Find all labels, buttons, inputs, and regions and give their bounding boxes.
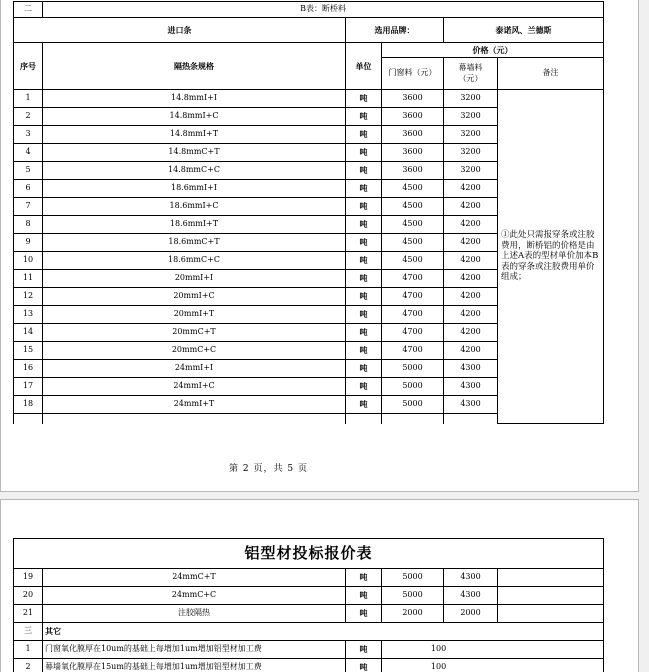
continuation-cell: [346, 414, 382, 424]
row-spec: 14.8mmI+C: [43, 108, 346, 126]
row-unit: 吨: [346, 659, 382, 672]
row-curtain-price: 3200: [444, 108, 498, 126]
row-unit: 吨: [346, 252, 382, 270]
col-header-remark: 备注: [498, 58, 604, 90]
row-door-price: 5000: [382, 360, 444, 378]
price-table-continued: [13, 538, 604, 672]
row-unit: 吨: [346, 144, 382, 162]
row-unit: 吨: [346, 306, 382, 324]
row-number: 12: [14, 288, 43, 306]
col-header-curtain-line2: （元）: [458, 73, 483, 83]
section-title: B表：断桥料: [43, 2, 604, 18]
row-value: 100: [382, 659, 604, 672]
row-unit: 吨: [346, 641, 382, 659]
row-unit: 吨: [346, 108, 382, 126]
row-unit: 吨: [346, 216, 382, 234]
row-number: 4: [14, 144, 43, 162]
table-row: [14, 605, 604, 623]
row-door-price: 5000: [382, 587, 444, 605]
row-unit: 吨: [346, 198, 382, 216]
row-spec: 24mmI+T: [43, 396, 346, 414]
row-curtain-price: 4300: [444, 396, 498, 414]
section-number: 三: [14, 623, 43, 641]
row-spec: 20mmI+I: [43, 270, 346, 288]
row-spec: 18.6mmI+T: [43, 216, 346, 234]
continuation-cell: [382, 414, 444, 424]
row-curtain-price: 4200: [444, 234, 498, 252]
continuation-cell: [444, 414, 498, 424]
row-number: 7: [14, 198, 43, 216]
col-header-spec: 隔热条规格: [43, 43, 346, 90]
row-number: 6: [14, 180, 43, 198]
row-door-price: 2000: [382, 605, 444, 623]
col-header-curtain-line1: 幕墙料: [458, 62, 483, 72]
row-curtain-price: 4200: [444, 324, 498, 342]
row-unit: 吨: [346, 162, 382, 180]
col-header-price: 价格（元）: [382, 43, 604, 58]
row-curtain-price: 4300: [444, 587, 498, 605]
row-spec: 20mmI+C: [43, 288, 346, 306]
row-door-price: 3600: [382, 90, 444, 108]
table-row: [14, 641, 604, 659]
row-number: 21: [14, 605, 43, 623]
page-footer: 第 2 页，共 5 页: [229, 464, 308, 474]
row-unit: 吨: [346, 396, 382, 414]
table-row: [14, 587, 604, 605]
section-header-row: [14, 623, 604, 641]
row-unit: 吨: [346, 378, 382, 396]
row-unit: 吨: [346, 234, 382, 252]
row-value: 100: [382, 641, 604, 659]
row-curtain-price: 4200: [444, 180, 498, 198]
remark-cell: [498, 569, 604, 587]
col-header-no: 序号: [14, 43, 43, 90]
remark-cell: ①此处只需报穿条或注胶费用，断桥铝的价格是由上述A表的型材单价加本B表的穿条或注胶费用单价组成；: [498, 90, 604, 424]
row-curtain-price: 4300: [444, 569, 498, 587]
row-unit: 吨: [346, 126, 382, 144]
row-spec: 24mmI+C: [43, 378, 346, 396]
row-curtain-price: 4300: [444, 378, 498, 396]
row-door-price: 4700: [382, 342, 444, 360]
row-number: 19: [14, 569, 43, 587]
section-header-row: [14, 2, 604, 18]
row-spec: 18.6mmI+C: [43, 198, 346, 216]
row-number: 1: [14, 90, 43, 108]
row-door-price: 4500: [382, 252, 444, 270]
row-spec: 18.6mmI+I: [43, 180, 346, 198]
row-door-price: 3600: [382, 144, 444, 162]
row-curtain-price: 4200: [444, 252, 498, 270]
row-spec: 24mmI+I: [43, 360, 346, 378]
row-number: 18: [14, 396, 43, 414]
table-row: [14, 90, 604, 108]
row-door-price: 4500: [382, 180, 444, 198]
row-unit: 吨: [346, 270, 382, 288]
row-number: 20: [14, 587, 43, 605]
row-spec: 18.6mmC+T: [43, 234, 346, 252]
col-header-curtain: [444, 58, 498, 90]
row-unit: 吨: [346, 342, 382, 360]
brand-value: 泰诺风、兰德斯: [444, 18, 604, 43]
row-number: 1: [14, 641, 43, 659]
row-unit: 吨: [346, 324, 382, 342]
row-description: 门窗氧化膜厚在10um的基础上每增加1um增加铝型材加工费: [43, 641, 346, 659]
row-unit: 吨: [346, 587, 382, 605]
row-curtain-price: 3200: [444, 90, 498, 108]
row-curtain-price: 3200: [444, 162, 498, 180]
row-number: 10: [14, 252, 43, 270]
table-row: [14, 659, 604, 672]
row-unit: 吨: [346, 90, 382, 108]
page-title-row: [14, 539, 604, 569]
row-unit: 吨: [346, 569, 382, 587]
row-number: 16: [14, 360, 43, 378]
row-number: 2: [14, 659, 43, 672]
row-number: 13: [14, 306, 43, 324]
row-number: 9: [14, 234, 43, 252]
section-number: 二: [14, 2, 43, 18]
remark-cell: [498, 587, 604, 605]
price-table-b: [13, 1, 604, 424]
row-curtain-price: 4200: [444, 270, 498, 288]
row-spec: 18.6mmC+C: [43, 252, 346, 270]
row-curtain-price: 4200: [444, 306, 498, 324]
row-unit: 吨: [346, 605, 382, 623]
row-number: 3: [14, 126, 43, 144]
header-row-1: [14, 43, 604, 58]
document-page-3: [0, 499, 639, 672]
row-door-price: 4700: [382, 270, 444, 288]
category-row: [14, 18, 604, 43]
row-door-price: 3600: [382, 108, 444, 126]
row-curtain-price: 4200: [444, 288, 498, 306]
row-curtain-price: 4200: [444, 216, 498, 234]
continuation-cell: [43, 414, 346, 424]
row-number: 2: [14, 108, 43, 126]
row-spec: 24mmC+T: [43, 569, 346, 587]
row-description: 幕墙氧化膜厚在15um的基础上每增加1um增加铝型材加工费: [43, 659, 346, 672]
row-unit: 吨: [346, 288, 382, 306]
row-unit: 吨: [346, 360, 382, 378]
row-door-price: 4700: [382, 324, 444, 342]
section-title: 其它: [43, 623, 604, 641]
col-header-unit: 单位: [346, 43, 382, 90]
row-spec: 24mmC+C: [43, 587, 346, 605]
row-spec: 注胶隔热: [43, 605, 346, 623]
row-door-price: 3600: [382, 126, 444, 144]
row-door-price: 4700: [382, 306, 444, 324]
row-unit: 吨: [346, 180, 382, 198]
row-number: 15: [14, 342, 43, 360]
row-curtain-price: 3200: [444, 144, 498, 162]
row-number: 8: [14, 216, 43, 234]
row-spec: 14.8mmI+T: [43, 126, 346, 144]
row-door-price: 5000: [382, 569, 444, 587]
row-number: 14: [14, 324, 43, 342]
row-curtain-price: 4200: [444, 198, 498, 216]
row-spec: 20mmI+T: [43, 306, 346, 324]
remark-cell: [498, 605, 604, 623]
table-row: [14, 569, 604, 587]
row-number: 5: [14, 162, 43, 180]
category-label: 进口条: [14, 18, 346, 43]
row-curtain-price: 4200: [444, 342, 498, 360]
row-spec: 14.8mmC+T: [43, 144, 346, 162]
row-curtain-price: 4300: [444, 360, 498, 378]
row-door-price: 4500: [382, 198, 444, 216]
continuation-cell: [14, 414, 43, 424]
col-header-door: 门窗料（元）: [382, 58, 444, 90]
page-title: 铝型材投标报价表: [14, 539, 604, 569]
row-spec: 14.8mmI+I: [43, 90, 346, 108]
row-number: 11: [14, 270, 43, 288]
row-door-price: 5000: [382, 378, 444, 396]
row-curtain-price: 2000: [444, 605, 498, 623]
brand-label: 选用品牌：: [346, 18, 444, 43]
row-door-price: 4500: [382, 234, 444, 252]
row-door-price: 4700: [382, 288, 444, 306]
row-curtain-price: 3200: [444, 126, 498, 144]
row-door-price: 3600: [382, 162, 444, 180]
row-spec: 20mmC+T: [43, 324, 346, 342]
row-door-price: 4500: [382, 216, 444, 234]
row-number: 17: [14, 378, 43, 396]
row-spec: 14.8mmC+C: [43, 162, 346, 180]
row-door-price: 5000: [382, 396, 444, 414]
row-spec: 20mmC+C: [43, 342, 346, 360]
